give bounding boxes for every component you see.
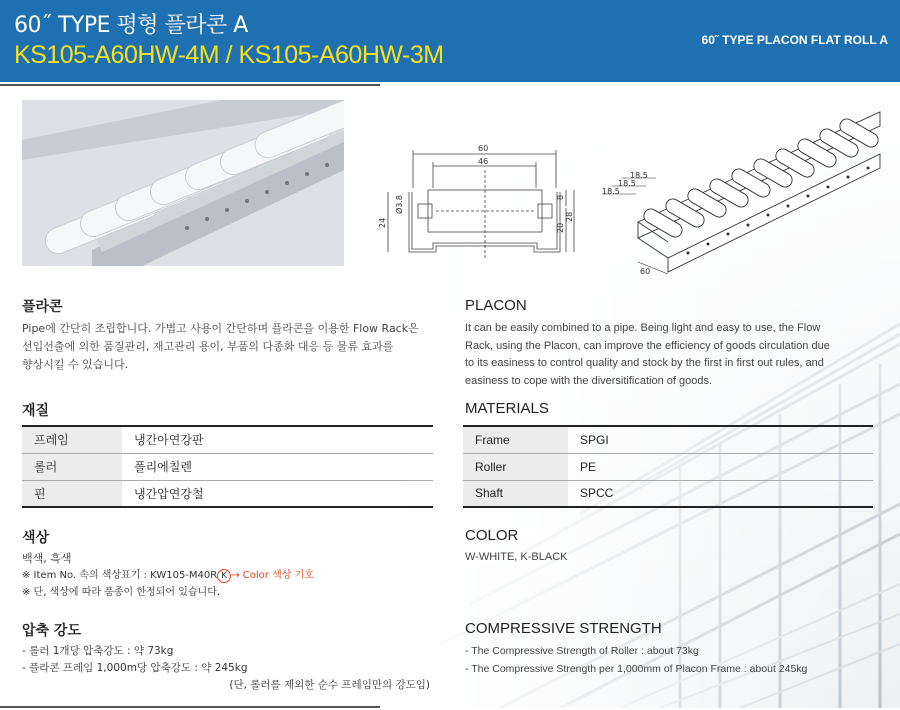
- iso-dim-1: 18.5: [630, 171, 648, 180]
- strength-en-text: [465, 643, 807, 678]
- material-key: 핀: [22, 480, 122, 507]
- material-value: SPCC: [568, 480, 873, 507]
- page-title: 60˝ TYPE 평형 플라콘 A: [14, 13, 248, 38]
- color-ko-note: [22, 567, 442, 584]
- materials-en-title: MATERIALS: [465, 400, 549, 417]
- color-note-prefix: ※ Item No. 속의 색상표기 : KW105-M40R: [22, 570, 218, 581]
- material-key: 프레임: [22, 426, 122, 453]
- placon-en-line: Rack, using the Placon, can improve the efficiency of goods circulation due: [465, 339, 830, 352]
- table-row: [463, 426, 873, 453]
- page-title-en: 60˝ TYPE PLACON FLAT ROLL A: [701, 33, 888, 47]
- dim-8: 8: [556, 194, 565, 200]
- page-header: [0, 0, 900, 82]
- strength-en-title: COMPRESSIVE STRENGTH: [465, 620, 662, 637]
- strength-ko-note: (단, 롤러를 제외한 순수 프레임만의 강도임): [229, 679, 430, 691]
- iso-dim-3: 18.5: [602, 187, 620, 196]
- table-row: [463, 453, 873, 480]
- table-row: [22, 480, 433, 507]
- dim-60: 60: [478, 144, 489, 153]
- strength-en-line: - The Compressive Strength per 1,000mm of Placon Frame : about 245kg: [465, 662, 808, 675]
- color-ko-text: [22, 550, 442, 601]
- placon-ko-line: Pipe에 간단히 조립합니다. 가볍고 사용이 간단하며 플라콘을 이용한 Flow Rack은: [22, 322, 419, 335]
- table-row: [463, 480, 873, 507]
- front-dimension-drawing: [376, 140, 576, 265]
- placon-en-title: PLACON: [465, 297, 527, 314]
- placon-en-line: It can be easily combined to a pipe. Being light and easy to use, the Flow: [465, 322, 821, 334]
- table-row: [22, 426, 433, 453]
- dim-28: 28: [565, 211, 574, 222]
- table-row: [22, 453, 433, 480]
- strength-ko-line: - 롤러 1개당 압축강도 : 약 73kg: [22, 645, 174, 657]
- iso-dim-2: 18.5: [618, 179, 636, 188]
- material-key: 롤러: [22, 453, 122, 480]
- strength-ko-line: - 플라콘 프레임 1,000m당 압축강도 : 약 245kg: [22, 662, 248, 674]
- dim-dia: Ø3.8: [395, 194, 404, 214]
- color-ko-line: 백색, 흑색: [22, 552, 72, 565]
- material-value: PE: [568, 453, 873, 480]
- material-key: Shaft: [463, 480, 568, 507]
- dim-20: 20: [556, 222, 565, 233]
- strength-ko-title: 압축 강도: [22, 623, 81, 639]
- materials-ko-title: 재질: [22, 403, 50, 419]
- iso-dim-60: 60: [640, 267, 651, 276]
- color-note-suffix: → Color 색상 기호: [231, 570, 314, 581]
- color-en-title: COLOR: [465, 527, 519, 544]
- placon-ko-text: [22, 320, 442, 374]
- strength-en-line: - The Compressive Strength of Roller : about 73kg: [465, 645, 699, 657]
- placon-en-line: to its easiness to control quality and stock by the first in first out rules, and: [465, 357, 824, 369]
- placon-ko-line: 선입선출에 의한 품질관리, 재고관리 용이, 부품의 다종화 대응 등 물류 효과를: [22, 340, 394, 353]
- material-key: Roller: [463, 453, 568, 480]
- material-value: 폴리에칠렌: [122, 453, 433, 480]
- materials-ko-table: [22, 425, 433, 508]
- model-number: KS105-A60HW-4M / KS105-A60HW-3M: [14, 41, 444, 69]
- material-value: SPGI: [568, 426, 873, 453]
- material-value: 냉간압연강철: [122, 480, 433, 507]
- color-ko-note-2: ※ 단, 색상에 따라 품종이 한정되어 있습니다.: [22, 587, 221, 598]
- materials-en-table: [463, 425, 873, 508]
- placon-en-line: easiness to cope with the diversitification of goods.: [465, 374, 713, 387]
- placon-en-text: [465, 320, 885, 390]
- color-en-text: W-WHITE, K-BLACK: [465, 551, 568, 563]
- placon-ko-title: 플라콘: [22, 299, 63, 315]
- product-photo: [22, 100, 344, 266]
- isometric-drawing: [598, 92, 888, 276]
- dim-46: 46: [478, 157, 489, 166]
- material-key: Frame: [463, 426, 568, 453]
- color-code-k: K: [217, 569, 231, 583]
- dim-24: 24: [378, 217, 387, 228]
- material-value: 냉간아연강판: [122, 426, 433, 453]
- placon-ko-line: 향상시킬 수 있습니다.: [22, 358, 129, 371]
- strength-ko-text: [22, 643, 442, 694]
- color-ko-title: 색상: [22, 530, 50, 546]
